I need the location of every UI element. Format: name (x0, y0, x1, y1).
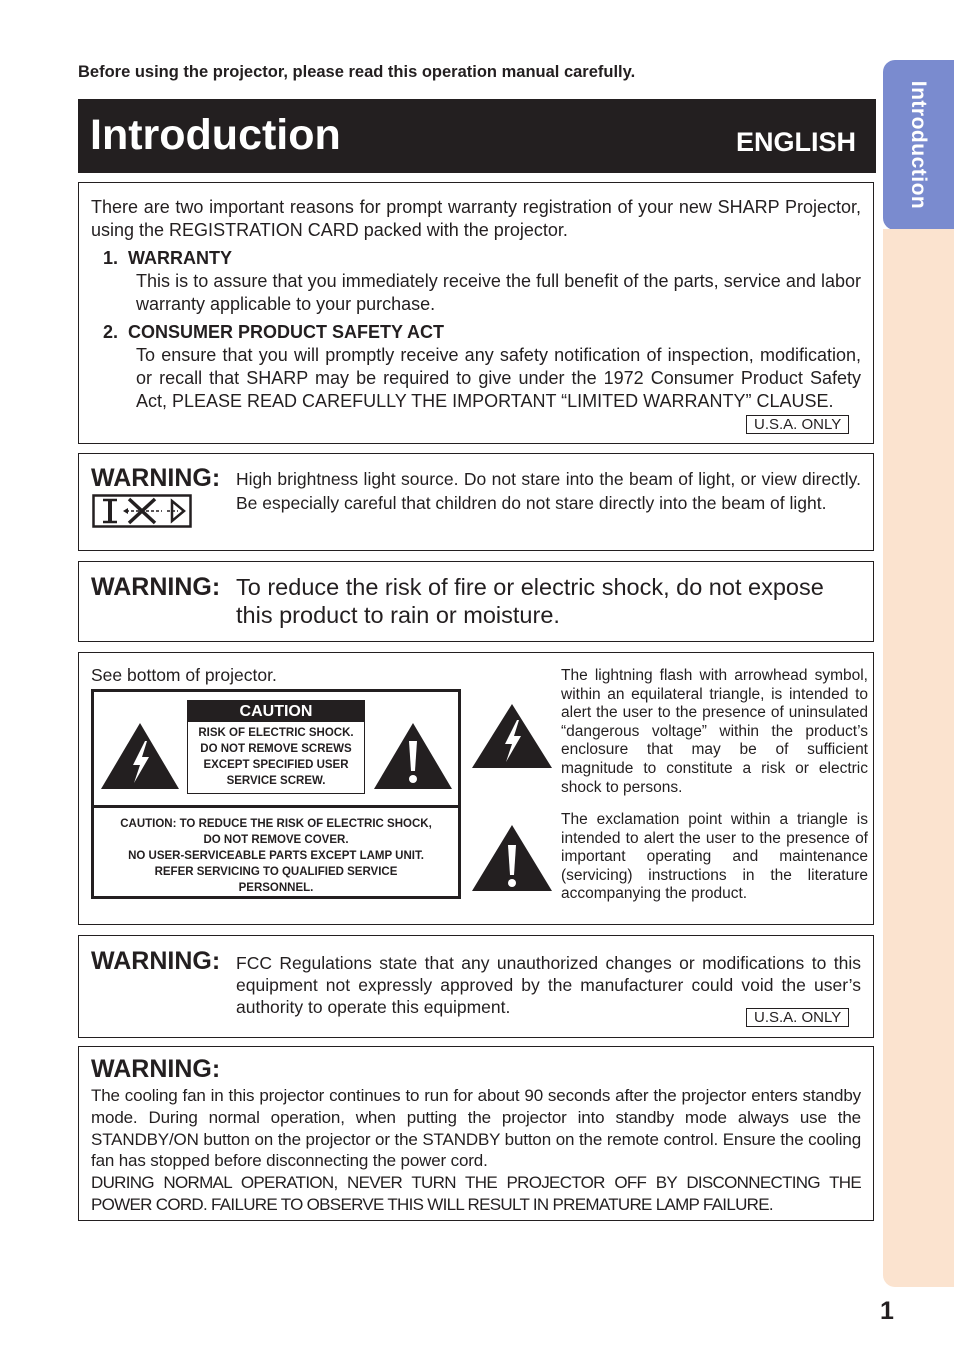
exclamation-warning-icon (372, 721, 454, 791)
page-header (78, 99, 876, 173)
warning-light-text: High brightness light source. Do not stare into the beam of light, or view directly. Be especially careful that children do not stare directly into the beam of light. (236, 469, 861, 513)
page-title: Introduction (90, 111, 341, 159)
caution-caption-line: RISK OF ELECTRIC SHOCK. (198, 727, 354, 739)
caution-caption-title: CAUTION (188, 701, 364, 722)
warning-fire-text: To reduce the risk of fire or electric shock, do not expose this product to rain or moisture. (236, 574, 824, 628)
lightning-warning-icon (99, 721, 181, 791)
caution-caption-line: DO NOT REMOVE SCREWS (200, 743, 352, 755)
warning-fcc-box (78, 935, 874, 1038)
page-number: 1 (880, 1297, 894, 1325)
see-bottom-note: See bottom of projector. (91, 665, 277, 685)
side-strip (883, 229, 954, 1287)
warning-label: WARNING: (91, 1055, 221, 1083)
caution-caption (187, 700, 365, 794)
safety-act-body: To ensure that you will promptly receive any safety notification of inspection, modification, or recall that SHARP may be required to give under the 1972 Consumer Product Safety Act, PLEASE READ CAREFULLY THE IMPORTANT “LIMITED WARRANTY” CLAUSE. (136, 345, 861, 411)
warranty-heading: 1. WARRANTY (103, 248, 233, 268)
warning-fcc-text: FCC Regulations state that any unauthorized changes or modifications to this equipment not expressly approved by the manufacturer could void the user’s authority to operate this equipment. (236, 953, 861, 1017)
caution-caption-line: EXCEPT SPECIFIED USER (203, 759, 349, 771)
warning-fan-text: The cooling fan in this projector continues to run for about 90 seconds after the projector enters standby mode. During normal operation, when putting the projector into standby mode always use the STANDBY/ON button on the projector or the STANDBY button on the remote control. Ensure the cooling fan has stopped before disconnecting the power cord. (91, 1086, 861, 1171)
warranty-body: This is to assure that you immediately receive the full benefit of the parts, service and labor warranty applicable to your purchase. (136, 271, 861, 314)
region-badge: U.S.A. ONLY (746, 415, 849, 434)
caution-bottom-line: NO USER-SERVICEABLE PARTS EXCEPT LAMP UNIT. (128, 850, 424, 862)
warning-light-box (78, 453, 874, 551)
lightning-explanation: The lightning flash with arrowhead symbol, within an equilateral triangle, is intended to alert the user to the presence of uninsulated “dangerous voltage” within the product’s enclosure that may be of sufficient magnitude to constitute a risk or electric shock to persons. (561, 667, 868, 796)
caution-caption-line: SERVICE SCREW. (226, 775, 326, 787)
side-tab-introduction[interactable] (883, 60, 954, 230)
caution-bottom-line: CAUTION: TO REDUCE THE RISK OF ELECTRIC SHOCK, (120, 818, 432, 830)
no-stare-beam-icon (92, 494, 192, 528)
caution-bottom-line: PERSONNEL. (238, 882, 314, 894)
caution-label-panel (91, 689, 461, 899)
warning-fan-caps: DURING NORMAL OPERATION, NEVER TURN THE PROJECTOR OFF BY DISCONNECTING THE POWER CORD. FAILURE TO OBSERVE THIS WILL RESULT IN PREMATURE LAMP FAILURE. (91, 1173, 861, 1214)
caution-bottom-line: DO NOT REMOVE COVER. (203, 834, 349, 846)
language-label: ENGLISH (735, 127, 856, 157)
exclamation-explanation: The exclamation point within a triangle is intended to alert the user to the presence of important operating and maintenance (servicing) instructions in the literature accompanying the product. (561, 811, 868, 903)
exclamation-symbol-icon (470, 823, 554, 893)
registration-intro: There are two important reasons for prompt warranty registration of your new SHARP Projector, using the REGISTRATION CARD packed with the projector. (91, 197, 861, 240)
top-note: Before using the projector, please read this operation manual carefully. (78, 63, 636, 81)
warning-label: WARNING: (91, 947, 221, 975)
side-tab-label: Introduction (907, 80, 930, 210)
warning-label: WARNING: (91, 573, 221, 601)
warning-fan-box (78, 1046, 874, 1221)
safety-act-heading: 2. CONSUMER PRODUCT SAFETY ACT (103, 322, 445, 342)
caution-box (78, 652, 874, 925)
registration-box (78, 182, 874, 444)
caution-bottom-line: REFER SERVICING TO QUALIFIED SERVICE (154, 866, 398, 878)
lightning-symbol-icon (470, 702, 554, 770)
region-badge: U.S.A. ONLY (746, 1008, 849, 1027)
warning-fire-box (78, 561, 874, 642)
warning-label: WARNING: (91, 464, 221, 492)
